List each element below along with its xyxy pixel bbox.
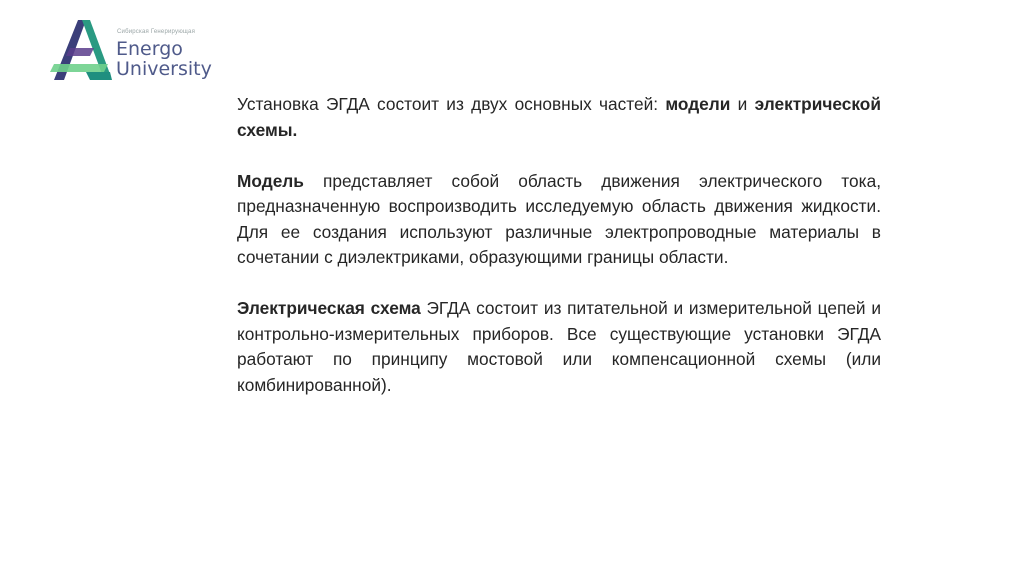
text-run: Установка ЭГДА состоит из двух основных частей: [237, 94, 666, 114]
paragraph-intro [237, 92, 881, 143]
logo-word-university: University [116, 58, 212, 80]
slide-body-text [237, 92, 881, 424]
logo-triangle-icon [50, 18, 112, 84]
logo-tagline: Сибирская Генерирующая [117, 29, 196, 35]
text-run: и [730, 94, 755, 114]
text-run-bold: Электрическая схема [237, 298, 421, 318]
paragraph-electric-scheme [237, 296, 881, 398]
text-run: ЭГДА состоит из питательной и измерительной цепей и контрольно-измерительных приборов. Все существующие установки ЭГДА работают по принципу мостовой или компенсационной схемы (или комбинированной). [237, 298, 881, 395]
text-run: представляет собой область движения электрического тока, предназначенную воспроизводить исследуемую область движения жидкости. Для ее создания используют различные электропроводные материалы в сочетании с диэлектриками, образующими границы области. [237, 170, 881, 267]
paragraph-model [237, 169, 881, 271]
logo-word-energo: Energo [116, 38, 183, 60]
text-run-bold: Модель [237, 170, 304, 191]
text-run-bold: модели [665, 94, 731, 114]
text-run-bold: электрической схемы. [237, 94, 881, 140]
energo-university-logo [50, 18, 230, 86]
